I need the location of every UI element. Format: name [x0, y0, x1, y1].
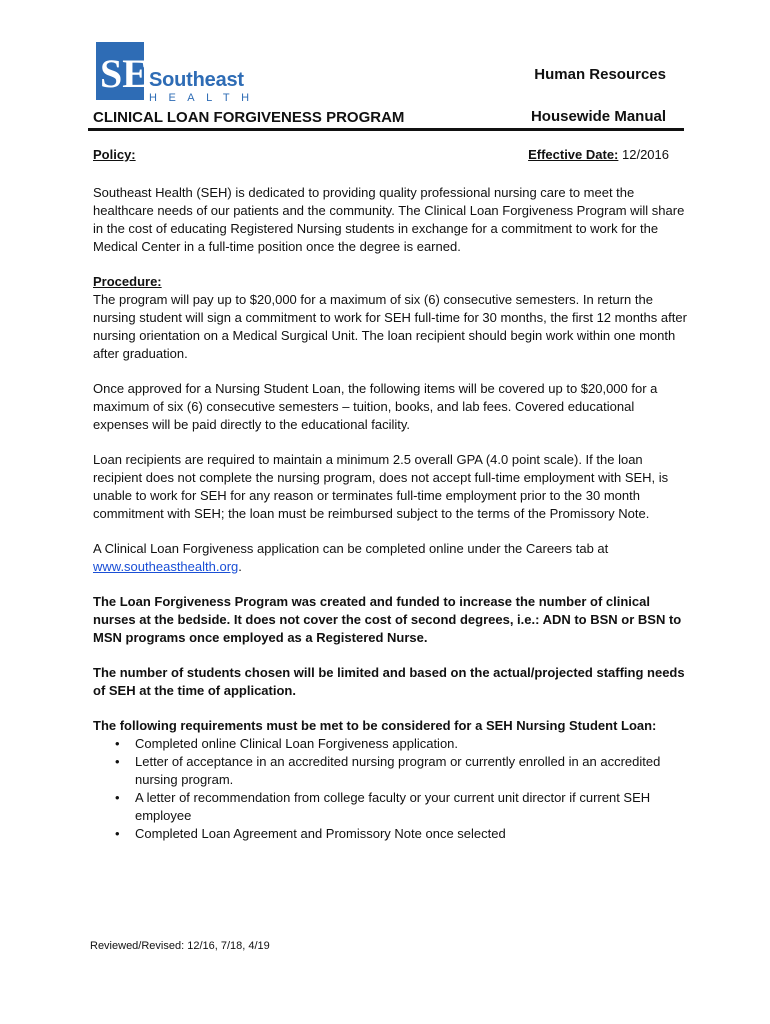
- document-title: CLINICAL LOAN FORGIVENESS PROGRAM: [93, 109, 405, 126]
- application-paragraph: [93, 540, 693, 576]
- revision-footer: Reviewed/Revised: 12/16, 7/18, 4/19: [90, 940, 270, 952]
- manual-label: Housewide Manual: [530, 108, 666, 125]
- website-link[interactable]: www.southeasthealth.org: [93, 559, 239, 574]
- logo-mark-letters: SE: [100, 51, 149, 96]
- effective-date-label: Effective Date:: [528, 147, 619, 162]
- southeast-health-logo: [96, 42, 276, 104]
- policy-label: Policy:: [93, 147, 136, 162]
- procedure-section: [93, 273, 693, 363]
- logo-subtitle: HEALTH: [149, 92, 261, 104]
- document-body: [93, 184, 693, 843]
- policy-text: Southeast Health (SEH) is dedicated to providing quality professional nursing care to meet the healthcare needs of our patients and the community. The Clinical Loan Forgiveness Program will share in the cost of educating Registered Nursing students in exchange for a commitment to work for the Medical Center in a full-time position once the degree is earned.: [93, 185, 685, 254]
- gpa-paragraph: Loan recipients are required to maintain a minimum 2.5 overall GPA (4.0 point scale). If the loan recipient does not complete the nursing program, does not accept full-time employment with SEH, is unable to work for SEH for any reason or terminates full-time employment prior to the 30 month commitment with SEH; the loan must be reimbursed subject to the terms of the Promissory Note.: [93, 452, 669, 521]
- procedure-text: The program will pay up to $20,000 for a maximum of six (6) consecutive semesters. In return the nursing student will sign a commitment to work for SEH full-time for 30 months, the first 12 months after nursing orientation on a Medical Surgical Unit. The loan recipient should begin work within one month after graduation.: [93, 292, 687, 361]
- effective-date: [528, 147, 669, 162]
- program-purpose-paragraph: The Loan Forgiveness Program was created and funded to increase the number of clinical nurses at the bedside. It does not cover the cost of second degrees, i.e.: ADN to BSN or BSN to MSN programs once employed as a Registered Nurse.: [93, 594, 682, 645]
- department-label: Human Resources: [534, 66, 666, 83]
- selection-paragraph: The number of students chosen will be limited and based on the actual/projected staffing needs of SEH at the time of application.: [93, 665, 685, 698]
- covered-items-paragraph: Once approved for a Nursing Student Loan, the following items will be covered up to $20,000 for a maximum of six (6) consecutive semesters – tuition, books, and lab fees. Covered educational expenses will be paid directly to the educational facility.: [93, 381, 658, 432]
- application-text: A Clinical Loan Forgiveness application can be completed online under the Careers tab at: [93, 541, 609, 556]
- effective-date-value: 12/2016: [618, 147, 669, 162]
- logo-name: Southeast: [149, 69, 244, 91]
- requirements-section: [93, 717, 693, 843]
- procedure-label: Procedure:: [93, 274, 162, 289]
- list-item: • Completed online Clinical Loan Forgiveness application.: [93, 735, 693, 753]
- application-end: .: [238, 559, 242, 574]
- list-item: • A letter of recommendation from college faculty or your current unit director if current SEH employee: [93, 789, 693, 825]
- list-item: • Completed Loan Agreement and Promissory Note once selected: [93, 825, 693, 843]
- requirements-intro: The following requirements must be met to be considered for a SEH Nursing Student Loan:: [93, 718, 657, 733]
- list-item: • Letter of acceptance in an accredited nursing program or currently enrolled in an accredited nursing program.: [93, 753, 693, 789]
- requirements-list: [93, 735, 693, 843]
- logo-mark: [96, 42, 149, 100]
- header-rule: [88, 128, 684, 131]
